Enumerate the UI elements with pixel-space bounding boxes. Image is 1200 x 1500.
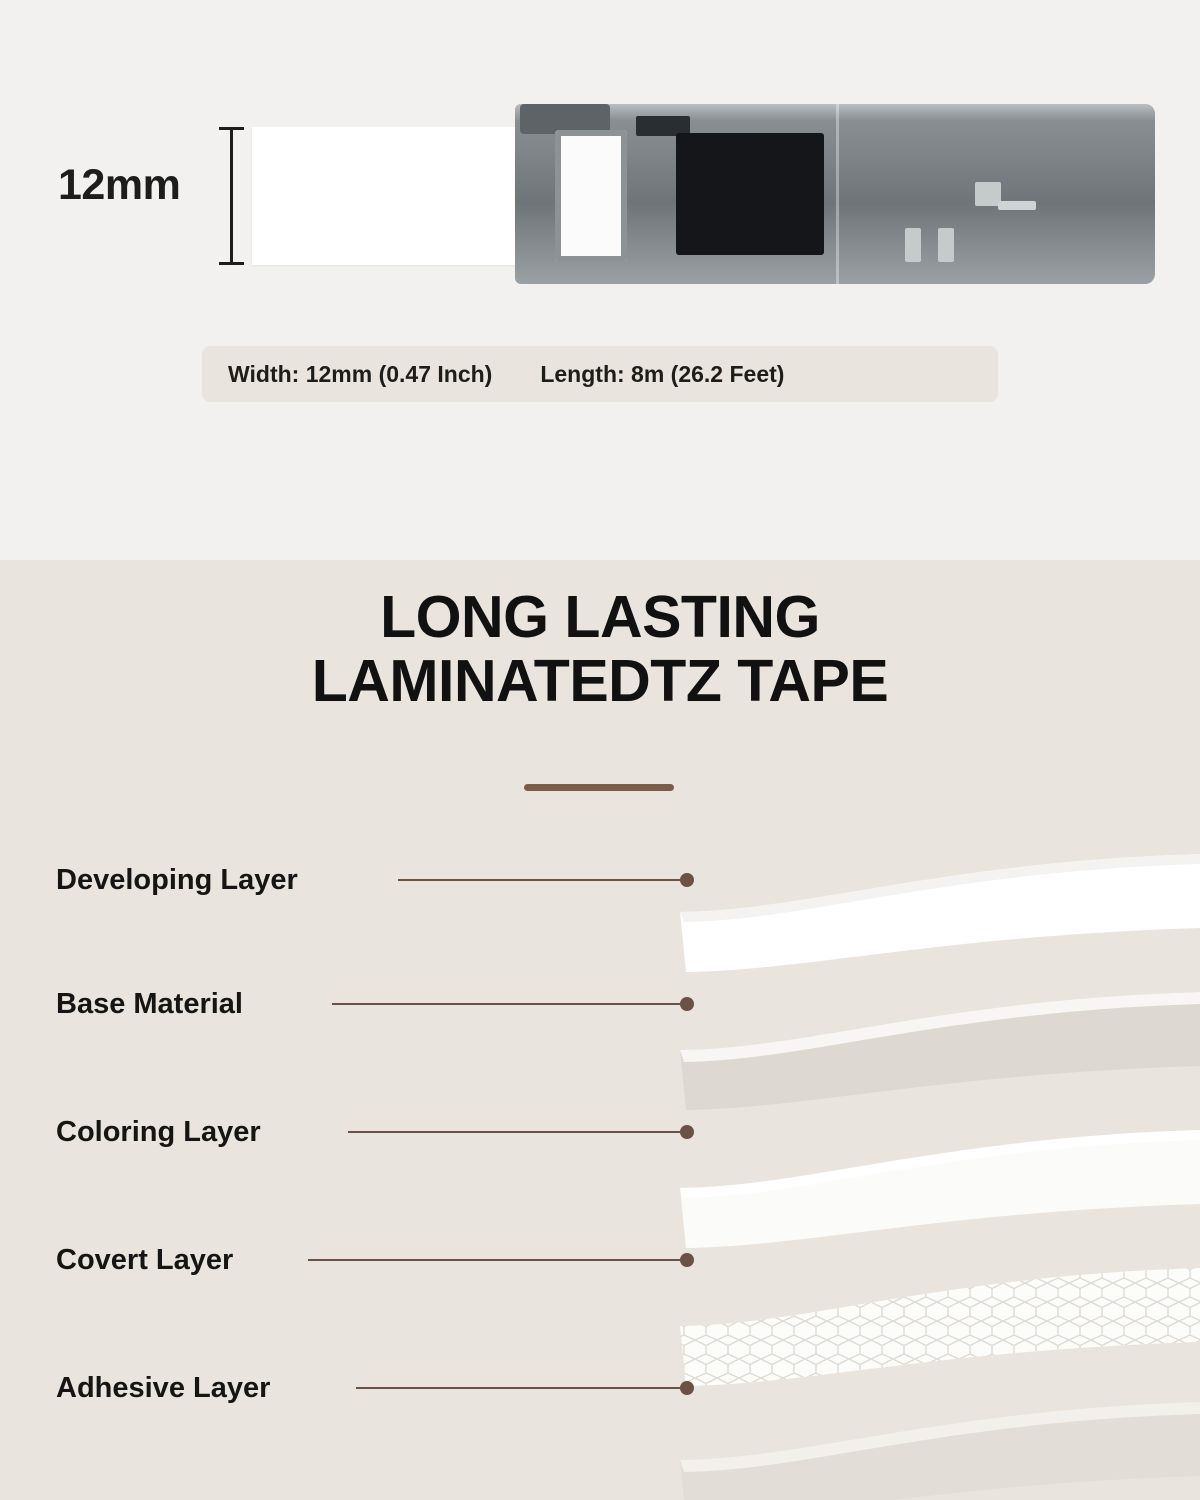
layer-row-base	[0, 984, 1200, 1024]
leader-line-base	[332, 1003, 690, 1005]
leader-dot-developing	[680, 873, 694, 887]
layers-section	[0, 520, 1200, 1500]
layer-row-adhesive	[0, 1368, 1200, 1408]
spec-width: Width: 12mm (0.47 Inch)	[228, 360, 493, 387]
page-title-line2: LAMINATEDTZ TAPE	[311, 648, 889, 715]
dimension-label: 12mm	[58, 161, 181, 209]
leader-dot-base	[680, 997, 694, 1011]
spec-bar	[202, 346, 998, 402]
layer-row-coloring	[0, 1112, 1200, 1152]
layer-label-adhesive: Adhesive Layer	[56, 1371, 271, 1404]
leader-dot-coloring	[680, 1125, 694, 1139]
layer-label-covert: Covert Layer	[56, 1243, 234, 1276]
layer-label-coloring: Coloring Layer	[56, 1115, 261, 1148]
layer-sheet-adhesive	[640, 1398, 1200, 1500]
leader-line-covert	[308, 1259, 690, 1261]
spec-length: Length: 8m (26.2 Feet)	[540, 360, 785, 387]
leader-line-coloring	[348, 1131, 690, 1133]
title-underline	[524, 784, 674, 791]
leader-line-developing	[398, 879, 690, 881]
page-title-line1: LONG LASTING	[380, 584, 820, 650]
page-title	[0, 585, 1200, 714]
leader-line-adhesive	[356, 1387, 690, 1389]
layer-label-developing: Developing Layer	[56, 863, 298, 896]
layer-row-developing	[0, 860, 1200, 900]
curve-accent-line	[0, 108, 1200, 560]
product-photo-section	[0, 0, 1200, 560]
leader-dot-covert	[680, 1253, 694, 1267]
leader-dot-adhesive	[680, 1381, 694, 1395]
layer-label-base: Base Material	[56, 987, 243, 1020]
layer-row-covert	[0, 1240, 1200, 1280]
